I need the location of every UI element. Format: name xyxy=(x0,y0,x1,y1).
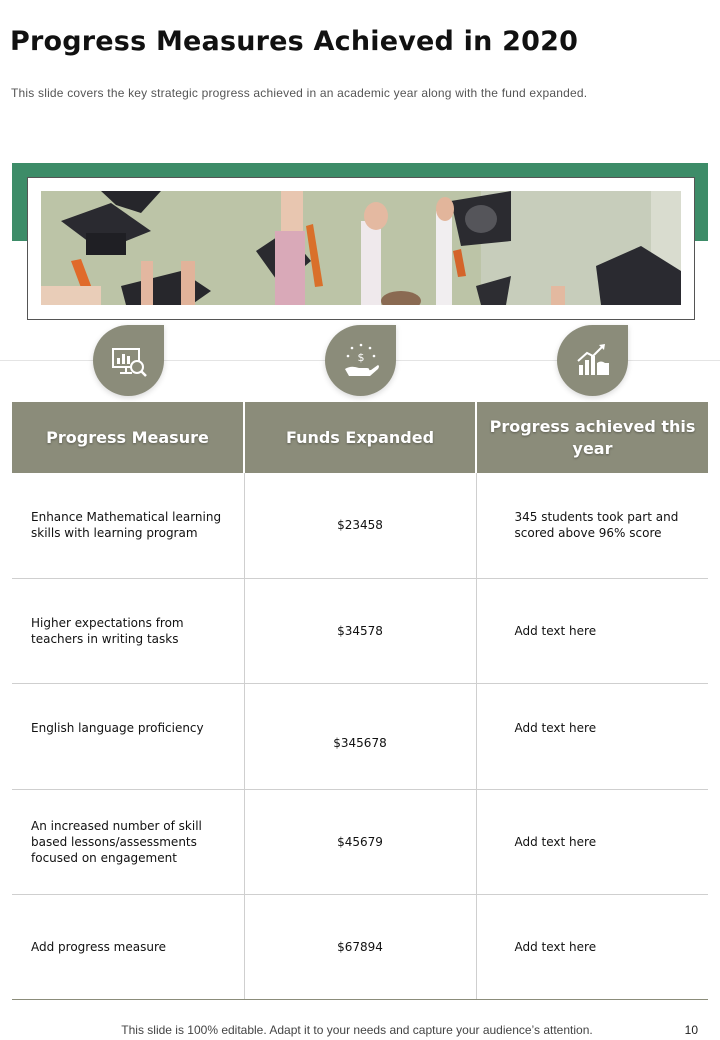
footer-note: This slide is 100% editable. Adapt it to your needs and capture your audience’s attention. xyxy=(121,1023,593,1037)
money-hand-icon xyxy=(325,325,396,396)
cell-funds: $34578 xyxy=(244,578,476,683)
header-progress-achieved: Progress achieved this year xyxy=(476,402,708,473)
cell-progress: Add text here xyxy=(476,789,708,894)
graduation-photo xyxy=(41,191,681,305)
svg-text:$: $ xyxy=(357,350,364,364)
cell-funds: $67894 xyxy=(244,895,476,1000)
cell-progress: Add text here xyxy=(476,578,708,683)
header-funds-expanded: Funds Expanded xyxy=(244,402,476,473)
cell-measure: English language proficiency xyxy=(12,684,244,789)
cell-progress: 345 students took part and scored above 96% score xyxy=(476,473,708,578)
cell-measure: Add progress measure xyxy=(12,895,244,1000)
cell-measure: Higher expectations from teachers in writing tasks xyxy=(12,578,244,683)
cell-funds: $45679 xyxy=(244,789,476,894)
photo-frame xyxy=(27,177,695,320)
page-number: 10 xyxy=(684,1023,698,1037)
presentation-analytics-icon xyxy=(93,325,164,396)
graduation-caps-illustration xyxy=(41,191,681,305)
table-row xyxy=(12,473,708,578)
cell-progress: Add text here xyxy=(476,684,708,789)
table-row xyxy=(12,578,708,683)
cell-measure: An increased number of skill based lessons/assessments focused on engagement xyxy=(12,789,244,894)
table-row xyxy=(12,684,708,789)
table-row xyxy=(12,789,708,894)
slide-subtitle: This slide covers the key strategic progress achieved in an academic year along with the fund expanded. xyxy=(11,86,588,100)
header-progress-measure: Progress Measure xyxy=(12,402,244,473)
growth-chart-hand-icon xyxy=(557,325,628,396)
table-header-row xyxy=(12,402,708,473)
slide-title: Progress Measures Achieved in 2020 xyxy=(10,26,579,57)
cell-funds: $23458 xyxy=(244,473,476,578)
cell-funds: $345678 xyxy=(244,684,476,789)
cell-progress: Add text here xyxy=(476,895,708,1000)
table-row xyxy=(12,895,708,1000)
cell-measure: Enhance Mathematical learning skills with learning program xyxy=(12,473,244,578)
progress-table xyxy=(12,402,708,1000)
